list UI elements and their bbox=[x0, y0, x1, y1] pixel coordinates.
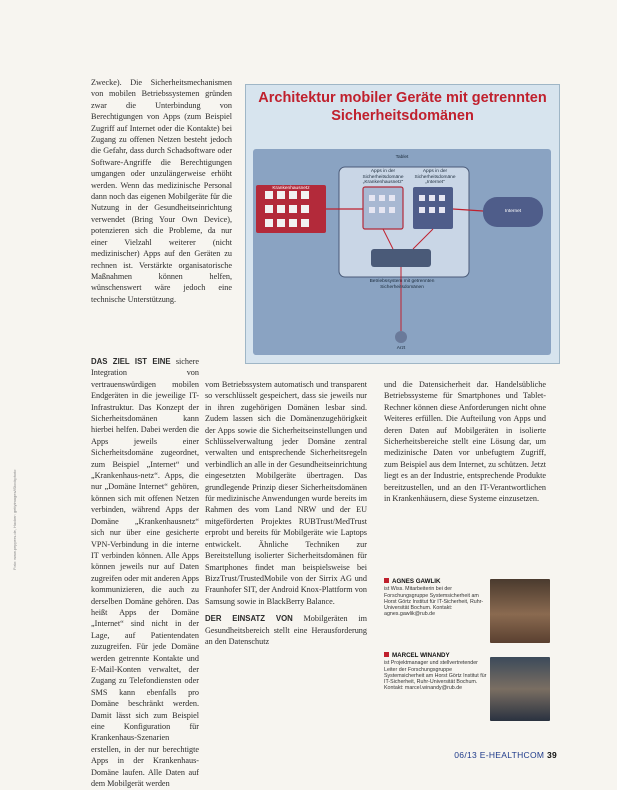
author-name: AGNES GAWLIK bbox=[392, 578, 441, 585]
page-number: 39 bbox=[546, 750, 557, 760]
app-icon bbox=[389, 195, 395, 201]
app-icon bbox=[265, 191, 273, 199]
label-os: Betriebssystem mit getrennten Sicherheitsdomänen bbox=[369, 279, 435, 290]
photo-credit: Foto: www.peppers.de, Hacker: gettyimages/iStockphoto bbox=[12, 469, 17, 570]
app-icon bbox=[429, 207, 435, 213]
os-device-bar bbox=[371, 249, 431, 267]
body-paragraph: und die Datensicherheit dar. Handelsübliche Betriebssysteme für Smartphones und Tablet-Rechner können diese Anforderungen nicht ohne Weiteres erfüllen. Die Aufteilung von Apps und deren Daten auf Mobilgeräten in isolierte Sicherheitsbereiche stellt eine Lösung dar, um medizinische Daten vor unbefugtem Zugriff, zum Beispiel aus dem Internet, zu schützen. Jetzt liegt es an der Industrie, entsprechende Produkte bereitzustellen, und an den IT-Verantwortlichen in Krankenhäusern, diese Systeme einzusetzen. bbox=[384, 380, 546, 504]
app-icon bbox=[439, 207, 445, 213]
label-domain-hospital: Apps in der Sicherheitsdomäne „Krankenhausnetz“ bbox=[362, 169, 404, 186]
author-name-row bbox=[384, 578, 488, 585]
page-footer bbox=[454, 750, 557, 760]
body-column-3 bbox=[384, 379, 546, 504]
author-box bbox=[384, 652, 488, 692]
label-doctor: Arzt bbox=[396, 346, 406, 351]
label-tablet: Tablet bbox=[395, 155, 409, 160]
app-icon bbox=[389, 207, 395, 213]
body-column-2 bbox=[205, 379, 367, 647]
bullet-square-icon bbox=[384, 578, 389, 583]
app-icon bbox=[301, 219, 309, 227]
app-icon bbox=[429, 195, 435, 201]
app-icon bbox=[277, 191, 285, 199]
app-icon bbox=[419, 207, 425, 213]
app-icon bbox=[301, 191, 309, 199]
magazine-name: E-HEALTHCOM bbox=[479, 750, 545, 760]
bullet-square-icon bbox=[384, 652, 389, 657]
figure-diagram-panel bbox=[253, 149, 551, 355]
author-name-row bbox=[384, 652, 488, 659]
author-name: MARCEL WINANDY bbox=[392, 652, 450, 659]
app-icon bbox=[289, 205, 297, 213]
app-icon bbox=[301, 205, 309, 213]
doctor-icon bbox=[395, 331, 407, 343]
body-column-1-bottom bbox=[91, 356, 199, 789]
app-icon bbox=[379, 195, 385, 201]
app-icon bbox=[265, 205, 273, 213]
app-icon bbox=[379, 207, 385, 213]
app-icon bbox=[439, 195, 445, 201]
app-icon bbox=[265, 219, 273, 227]
app-icon bbox=[419, 195, 425, 201]
body-text: sichere Integration von vertrauenswürdigen mobilen Endgeräten in die jeweilige IT-Infrastruktur. Das Konzept der Sicherheitsdomänen kann hierbei helfen. Dabei werden die Apps jeweils einer Sicherheitsdomäne zugeordnet, zum Beispiel „Internet“ und „Krankenhaus-netz“. Apps, die nur „Domäne Internet“ gehören, können sich mit offenen Netzen verbinden, während Apps der Domäne „Krankenhausnetz“ sich nur über eine gesicherte VPN-Verbindung in die interne IT verbinden können. Alle Apps können jeweils nur auf Daten zugreifen oder mit anderen Apps kommunizieren, die auch zu derselben Domäne gehören. Das heißt Apps der Domäne „Internet“ sind nicht in der Lage, auf Patientendaten zuzugreifen. Für jede Domäne werden getrennte Kontakte und E-Mail-Konten verwaltet, der Zugang zu Telefondiensten oder SMS kann ebenfalls pro Domäne beschränkt werden. Damit lässt sich zum Beispiel eine Konfiguration für Krankenhaus-Szenarien erstellen, in der nur berechtigte Apps in der Krankenhaus-Domäne laufen. Alle Daten auf dem Mobilgerät werden bbox=[91, 357, 199, 789]
section-lead-in: DAS ZIEL IST EINE bbox=[91, 357, 171, 366]
app-icon bbox=[369, 207, 375, 213]
body-paragraph: vom Betriebssystem automatisch und transparent so verschlüsselt gespeichert, dass sie jeweils nur in ihren zugehörigen Domänen lesbar sind. Zudem lassen sich die Domänenzugehörigkeit der Apps sowie die Sicherheitseinstellungen und Schlüsselverwaltung jeder Domäne zentral verwalten und entsprechende Sicherheitsregeln verbindlich an alle in der Gesundheitseinrichtung eingesetzten Mobilgeräte übertragen. Das grundlegende Prinzip dieser Sicherheitsdomänen für medizinische Anwendungen wurde bereits im Rahmen des vom Land NRW und der EU mitgeförderten Projektes RUBTrust/MedTrust erprobt und bereits für Mobilgeräte wie Laptops entwickelt. Ähnliche Techniken zur Bereitstellung isolierter Sicherheitsdomänen für Smartphones findet man beispielsweise bei BizzTrust/TrustedMobile von der Sirrix AG und Fraunhofer SIT, der Android Knox-Plattform von Samsung sowie in BlackBerry Balance. bbox=[205, 380, 367, 606]
architecture-figure bbox=[245, 84, 560, 364]
issue-number: 06/13 bbox=[454, 750, 478, 760]
author-photo bbox=[490, 579, 550, 643]
body-column-1-top bbox=[91, 77, 232, 305]
body-paragraph bbox=[205, 613, 367, 647]
label-domain-internet: Apps in der Sicherheitsdomäne „Internet“ bbox=[414, 169, 456, 186]
app-icon bbox=[277, 219, 285, 227]
app-icon bbox=[289, 191, 297, 199]
app-icon bbox=[289, 219, 297, 227]
author-photo bbox=[490, 657, 550, 721]
author-box bbox=[384, 578, 488, 618]
body-paragraph: Zwecke). Die Sicherheitsmechanismen von mobilen Betriebssystemen gründen zwar die Unterbindung von Berechtigungen von Apps (zum Beispiel Zugriff auf Internet oder die Kontakte) bei Zugang zu offenen Netzen besteht jedoch die Gefahr, dass durch Schadsoftware oder Software-Angriffe die Berechtigungen umgangen oder unzulängerweise erhöht werden. Wenn das medizinische Personal dann noch das eigenen Mobilgeräte für die Nutzung in der Gesundheitseinrichtung verwendet (Bring Your Own Device), potenzieren sich die Probleme, da nur einer Vielzahl weiterer (nicht medizinischer) Apps auf den Geräten zu rechnen ist. Verstärkte organisatorische Maßnahmen können helfen, wünschenswert wäre jedoch eine technische Unterstützung. bbox=[91, 78, 232, 304]
author-bio: ist Wiss. Mitarbeiterin bei der Forschungsgruppe Systemsicherheit am Horst Görtz Institut für IT-Sicherheit, Ruhr-Universität Bochum. Kontakt: agnes.gawlik@rub.de bbox=[384, 586, 484, 618]
figure-title: Architektur mobiler Geräte mit getrennten Sicherheitsdomänen bbox=[258, 90, 547, 124]
app-icon bbox=[277, 205, 285, 213]
app-icon bbox=[369, 195, 375, 201]
body-paragraph bbox=[91, 356, 199, 789]
label-hospital-network: Krankenhausnetz bbox=[272, 186, 310, 191]
author-bio: ist Projektmanager und stellvertretender Leiter der Forschungsgruppe Systemsicherheit am Horst Görtz Institut für IT-Sicherheit, Ruhr-Universität Bochum. Kontakt: marcel.winandy@rub.de bbox=[384, 660, 487, 692]
label-internet: Internet bbox=[504, 209, 522, 214]
section-lead-in: DER EINSATZ VON bbox=[205, 614, 293, 624]
body-text: Mobilgeräten im Gesundheitsbereich stellt eine Herausforderung an den Datenschutz bbox=[205, 614, 367, 646]
